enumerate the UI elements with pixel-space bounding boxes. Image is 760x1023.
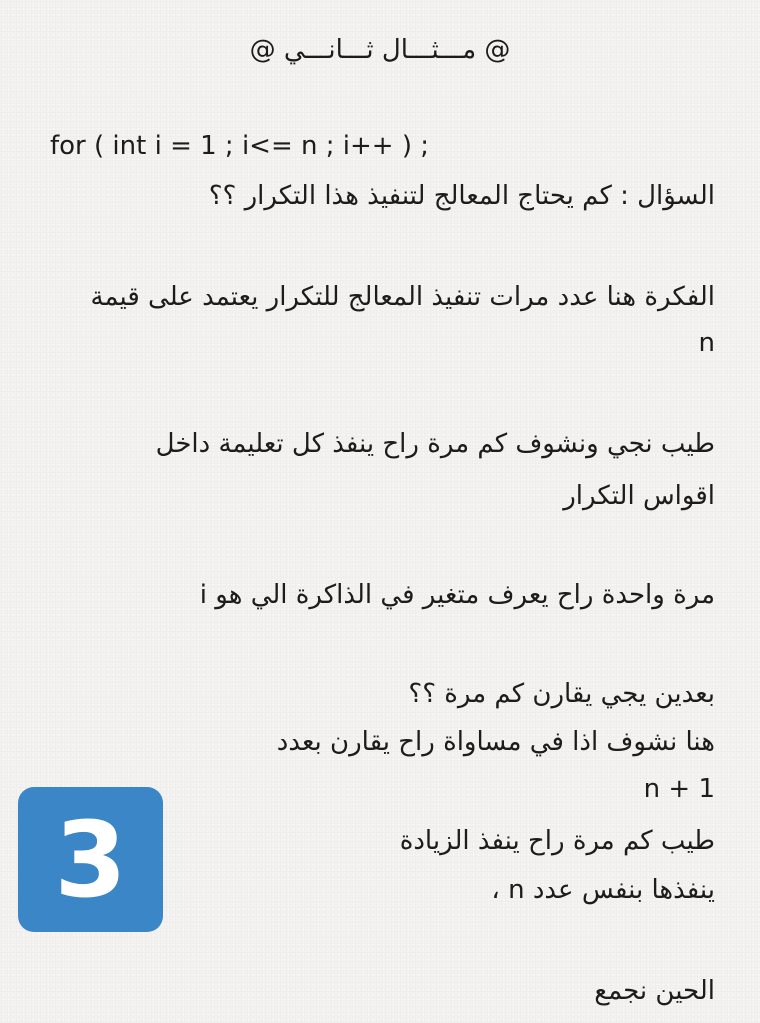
final-line: الحين نجمع [594, 976, 715, 1006]
increment-line-1: طيب كم مرة راح ينفذ الزيادة [399, 826, 715, 856]
idea-line-2: n [698, 328, 715, 358]
badge-number: 3 [54, 798, 127, 921]
note-title: @ مـــثـــال ثـــانـــي @ [249, 35, 511, 65]
code-line: for ( int i = 1 ; i<= n ; i++ ) ; [50, 131, 430, 161]
step-line-2: اقواس التكرار [563, 481, 715, 511]
number-badge [18, 787, 163, 932]
idea-line-1: الفكرة هنا عدد مرات تنفيذ المعالج للتكرار يعتمد على قيمة [90, 282, 715, 312]
step-line-1: طيب نجي ونشوف كم مرة راح ينفذ كل تعليمة داخل [155, 429, 715, 459]
compare-value: n + 1 [643, 774, 715, 804]
compare-line-1: بعدين يجي يقارن كم مرة ؟؟ [408, 679, 715, 709]
once-line: مرة واحدة راح يعرف متغير في الذاكرة الي هو i [199, 580, 715, 610]
compare-line-2: هنا نشوف اذا في مساواة راح يقارن بعدد [276, 727, 715, 757]
question-line: السؤال : كم يحتاج المعالج لتنفيذ هذا التكرار ؟؟ [208, 181, 715, 211]
increment-line-2: ينفذها بنفس عدد n ، [491, 875, 715, 905]
